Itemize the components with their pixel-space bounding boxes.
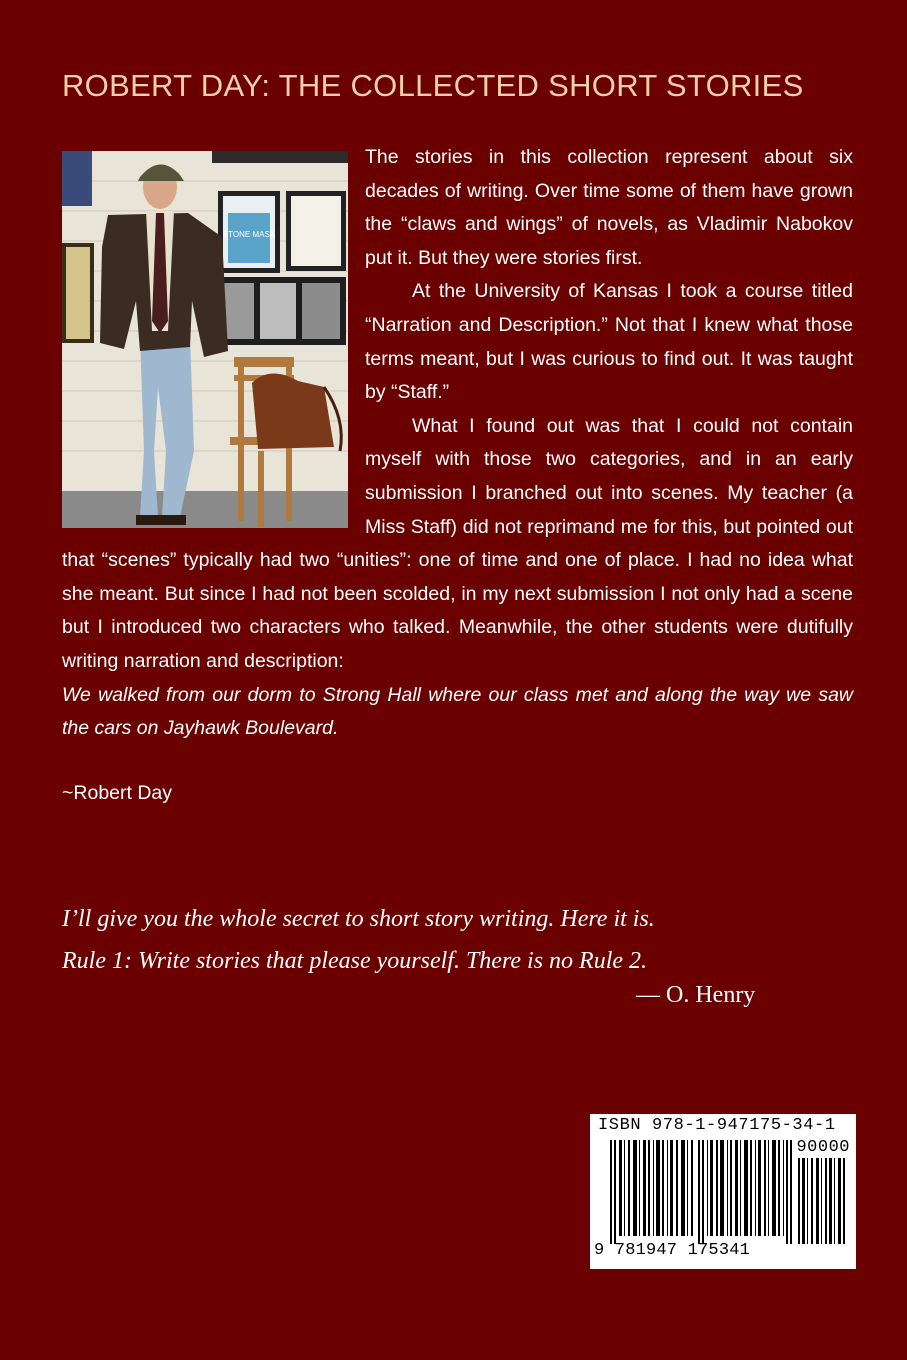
- quote-line-2: Rule 1: Write stories that please yourself. There is no Rule 2.: [62, 948, 648, 974]
- author-signature: ~Robert Day: [62, 782, 173, 804]
- italic-example: We walked from our dorm to Strong Hall where our class met and along the way we saw the cars on Jayhawk Boulevard.: [62, 683, 853, 740]
- book-title: ROBERT DAY: THE COLLECTED SHORT STORIES: [62, 68, 804, 103]
- epigraph-quote: [62, 898, 822, 982]
- quote-attribution: — O. Henry: [636, 982, 756, 1008]
- paragraph-2: At the University of Kansas I took a course titled “Narration and Description.” Not that I knew what those terms meant, but I was curious to find out. It was taught by “Staff.”: [365, 280, 853, 404]
- isbn-label: ISBN 978-1-947175-34-1: [598, 1116, 836, 1135]
- svg-text:STONE MASK: STONE MASK: [222, 230, 276, 239]
- isbn-barcode: [590, 1114, 856, 1269]
- barcode-bars-icon: [610, 1140, 798, 1244]
- price-code: 90000: [796, 1138, 850, 1157]
- description-text: [62, 141, 853, 746]
- addon-bars-icon: [798, 1158, 848, 1244]
- ean-digits: 9 781947 175341: [594, 1241, 751, 1260]
- photo-wrap-spacer: [62, 141, 365, 543]
- quote-line-1: I’ll give you the whole secret to short story writing. Here it is.: [62, 906, 655, 932]
- paragraph-1: The stories in this collection represent about six decades of writing. Over time some of them have grown the “claws and wings” of novels, as Vladimir Nabokov put it. But they were stories first.: [365, 146, 853, 269]
- paragraph-3: What I found out was that I could not contain myself with those two categories, and in an early submission I branched out into scenes. My teacher (a Miss Staff) did not reprimand me for this, but pointed out that “scenes” typically had two “unities”: one of time and one of place. I had no idea what she meant. But since I had not been scolded, in my next submission I not only had a scene but I introduced two characters who talked. Meanwhile, the other students were dutifully writing narration and description:: [62, 414, 853, 672]
